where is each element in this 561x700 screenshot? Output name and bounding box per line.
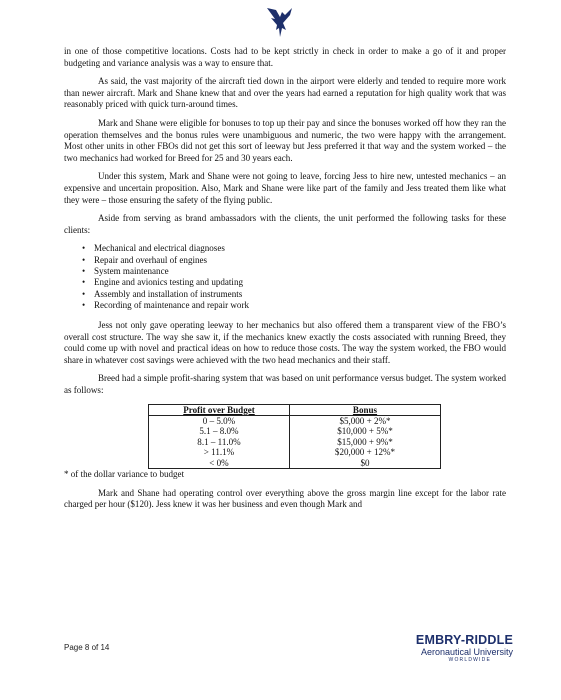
logo-line-2: Aeronautical University xyxy=(420,647,513,657)
table-cell: < 0% xyxy=(149,458,290,469)
table-cell: $5,000 + 2%* xyxy=(290,416,441,427)
paragraph: in one of those competitive locations. Costs had to be kept strictly in check in order to make a go of it and proper budgeting and variance analysis was a way to ensure that. xyxy=(64,46,506,68)
table-cell: $20,000 + 12%* xyxy=(290,447,441,457)
table-cell: 0 – 5.0% xyxy=(149,416,290,427)
paragraph: Under this system, Mark and Shane were not going to leave, forcing Jess to hire new, untested mechanics – an expensive and uncertain proposition. Also, Mark and Shane were like part of the family and Jess treated them like what they were – those ensuring the safety of the flying public. xyxy=(64,171,506,205)
logo-line-3: WORLDWIDE xyxy=(448,657,491,663)
paragraph: Mark and Shane were eligible for bonuses to top up their pay and since the bonuses worked off how they ran the operation themselves and the bonus rules were unambiguous and numeric, the two were happy with the arrangement. Most other units in other FBOs did not get this sort of leeway but Jess preferred it that way and the system worked – the two mechanics had worked for Breed for 25 and 30 years each. xyxy=(64,117,506,163)
table-header-row xyxy=(149,404,441,415)
eagle-icon xyxy=(264,6,294,40)
list-item: • Engine and avionics testing and updating xyxy=(82,277,506,288)
bonus-table xyxy=(148,404,441,469)
table-header: Profit over Budget xyxy=(149,404,290,415)
logo-line-1: EMBRY-RIDDLE xyxy=(415,633,513,647)
list-item: • Assembly and installation of instruments xyxy=(82,289,506,300)
table-cell: 5.1 – 8.0% xyxy=(149,426,290,436)
list-item: • Recording of maintenance and repair work xyxy=(82,300,506,311)
table-row xyxy=(149,447,441,457)
university-logo xyxy=(393,634,513,664)
footnote: * of the dollar variance to budget xyxy=(64,469,185,480)
table-row xyxy=(149,426,441,436)
list-item: • Repair and overhaul of engines xyxy=(82,255,506,266)
paragraph: Aside from serving as brand ambassadors with the clients, the unit performed the following tasks for these clients: xyxy=(64,213,506,235)
table-row xyxy=(149,458,441,469)
list-item: • Mechanical and electrical diagnoses xyxy=(82,243,506,254)
page-number: Page 8 of 14 xyxy=(64,643,110,652)
table-cell: > 11.1% xyxy=(149,447,290,457)
task-list xyxy=(64,243,506,311)
list-item: • System maintenance xyxy=(82,266,506,277)
table-cell: $15,000 + 9%* xyxy=(290,437,441,447)
paragraph: Mark and Shane had operating control over everything above the gross margin line except for the labor rate charged per hour ($120). Jess knew it was her business and even though Mark and xyxy=(64,487,506,510)
table-row xyxy=(149,416,441,427)
table-cell: $10,000 + 5%* xyxy=(290,426,441,436)
table-cell: $0 xyxy=(290,458,441,469)
body-text xyxy=(64,46,506,518)
paragraph: As said, the vast majority of the aircraft tied down in the airport were elderly and tended to require more work than newer aircraft. Mark and Shane knew that and over the years had earned a reputation for high quality work that was reasonably priced with quick turn-around times. xyxy=(64,76,506,110)
paragraph: Jess not only gave operating leeway to her mechanics but also offered them a transparent view of the FBO’s overall cost structure. The way she saw it, if the mechanics knew exactly the costs associated with running Breed, they could come up with novel and practical ideas on how to reduce those costs. The way the system worked, the FBO would share in whatever cost savings were achieved with the two head mechanics and their staff. xyxy=(64,320,506,365)
table-header: Bonus xyxy=(290,404,441,415)
table-row xyxy=(149,437,441,447)
table-cell: 8.1 – 11.0% xyxy=(149,437,290,447)
paragraph: Breed had a simple profit-sharing system that was based on unit performance versus budget. The system worked as follows: xyxy=(64,373,506,396)
